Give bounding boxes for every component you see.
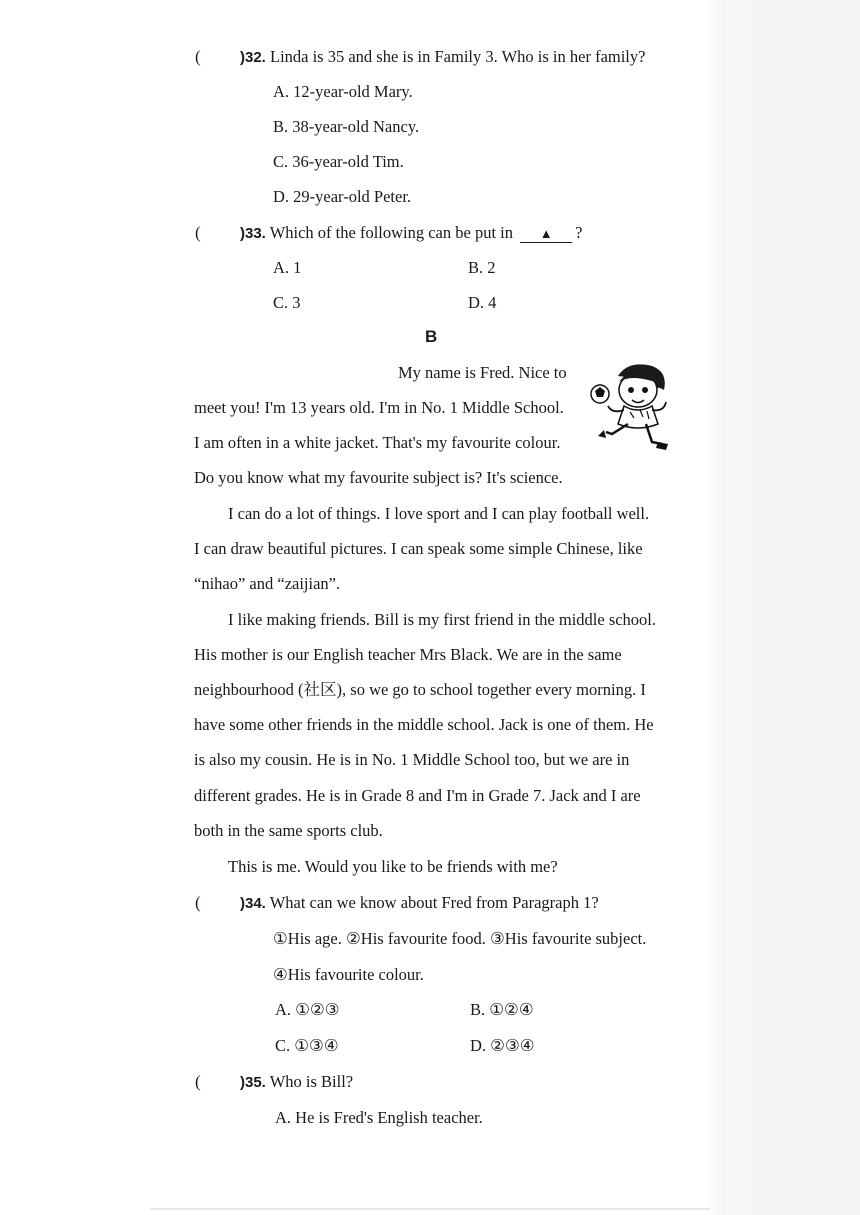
passage-line: I like making friends. Bill is my first friend in the middle school. (228, 610, 657, 629)
answer-paren-35: ( (195, 1072, 201, 1091)
passage-line: I can do a lot of things. I love sport and I can play football well. (228, 504, 650, 523)
passage-line: This is me. Would you like to be friends with me? (228, 857, 558, 876)
passage-line: is also my cousin. He is in No. 1 Middle School too, but we are in (194, 750, 630, 769)
q34-option-b: B. ①②④ (470, 1000, 534, 1019)
question-number-33: )33. (240, 225, 266, 242)
answer-paren-32: ( (195, 47, 201, 66)
passage-line: “nihao” and “zaijian”. (194, 574, 341, 593)
q32-option-a: A. 12-year-old Mary. (273, 82, 413, 101)
question-33-text: Which of the following can be put in (269, 223, 513, 242)
passage-line: I can draw beautiful pictures. I can speak some simple Chinese, like (194, 539, 643, 558)
q34-stem-line: ①His age. ②His favourite food. ③His favourite subject. (273, 929, 647, 948)
q34-option-c: C. ①③④ (275, 1036, 339, 1055)
passage-line: neighbourhood (社区), so we go to school together every morning. I (194, 680, 646, 699)
question-35 (240, 1072, 353, 1093)
question-34 (240, 893, 599, 914)
answer-paren-34: ( (195, 893, 201, 912)
q34-stem-line: ④His favourite colour. (273, 965, 424, 984)
question-33-end: ? (575, 223, 583, 242)
passage-line: have some other friends in the middle school. Jack is one of them. He (194, 715, 654, 734)
passage-line: both in the same sports club. (194, 821, 383, 840)
triangle-icon: ▲ (539, 226, 553, 241)
question-32 (240, 47, 645, 68)
q35-option-a: A. He is Fred's English teacher. (275, 1108, 483, 1127)
q33-option-d: D. 4 (468, 293, 497, 312)
answer-blank (520, 225, 572, 243)
bottom-rule (150, 1208, 710, 1210)
question-number-35: )35. (240, 1074, 266, 1091)
answer-paren-33: ( (195, 223, 201, 242)
passage-line: I am often in a white jacket. That's my favourite colour. (194, 433, 561, 452)
section-heading: B (425, 327, 438, 346)
passage-line: Do you know what my favourite subject is? It's science. (194, 468, 563, 487)
q33-option-a: A. 1 (273, 258, 302, 277)
q33-option-c: C. 3 (273, 293, 301, 312)
q34-option-a: A. ①②③ (275, 1000, 340, 1019)
q34-option-d: D. ②③④ (470, 1036, 535, 1055)
q32-option-c: C. 36-year-old Tim. (273, 152, 404, 171)
q32-option-d: D. 29-year-old Peter. (273, 187, 412, 206)
question-34-text: What can we know about Fred from Paragraph 1? (269, 893, 599, 912)
passage-line: meet you! I'm 13 years old. I'm in No. 1 Middle School. (194, 398, 564, 417)
boy-kicking-football-icon (588, 360, 676, 456)
page-shadow (706, 0, 860, 1215)
q33-option-b: B. 2 (468, 258, 496, 277)
passage-line: His mother is our English teacher Mrs Black. We are in the same (194, 645, 622, 664)
passage-line: My name is Fred. Nice to (398, 363, 567, 382)
question-33 (240, 223, 582, 244)
question-32-text: Linda is 35 and she is in Family 3. Who is in her family? (269, 47, 646, 66)
q32-option-b: B. 38-year-old Nancy. (273, 117, 420, 136)
question-35-text: Who is Bill? (269, 1072, 354, 1091)
passage-line: different grades. He is in Grade 8 and I'm in Grade 7. Jack and I are (194, 786, 641, 805)
question-number-34: )34. (240, 895, 266, 912)
question-number-32: )32. (240, 49, 266, 66)
